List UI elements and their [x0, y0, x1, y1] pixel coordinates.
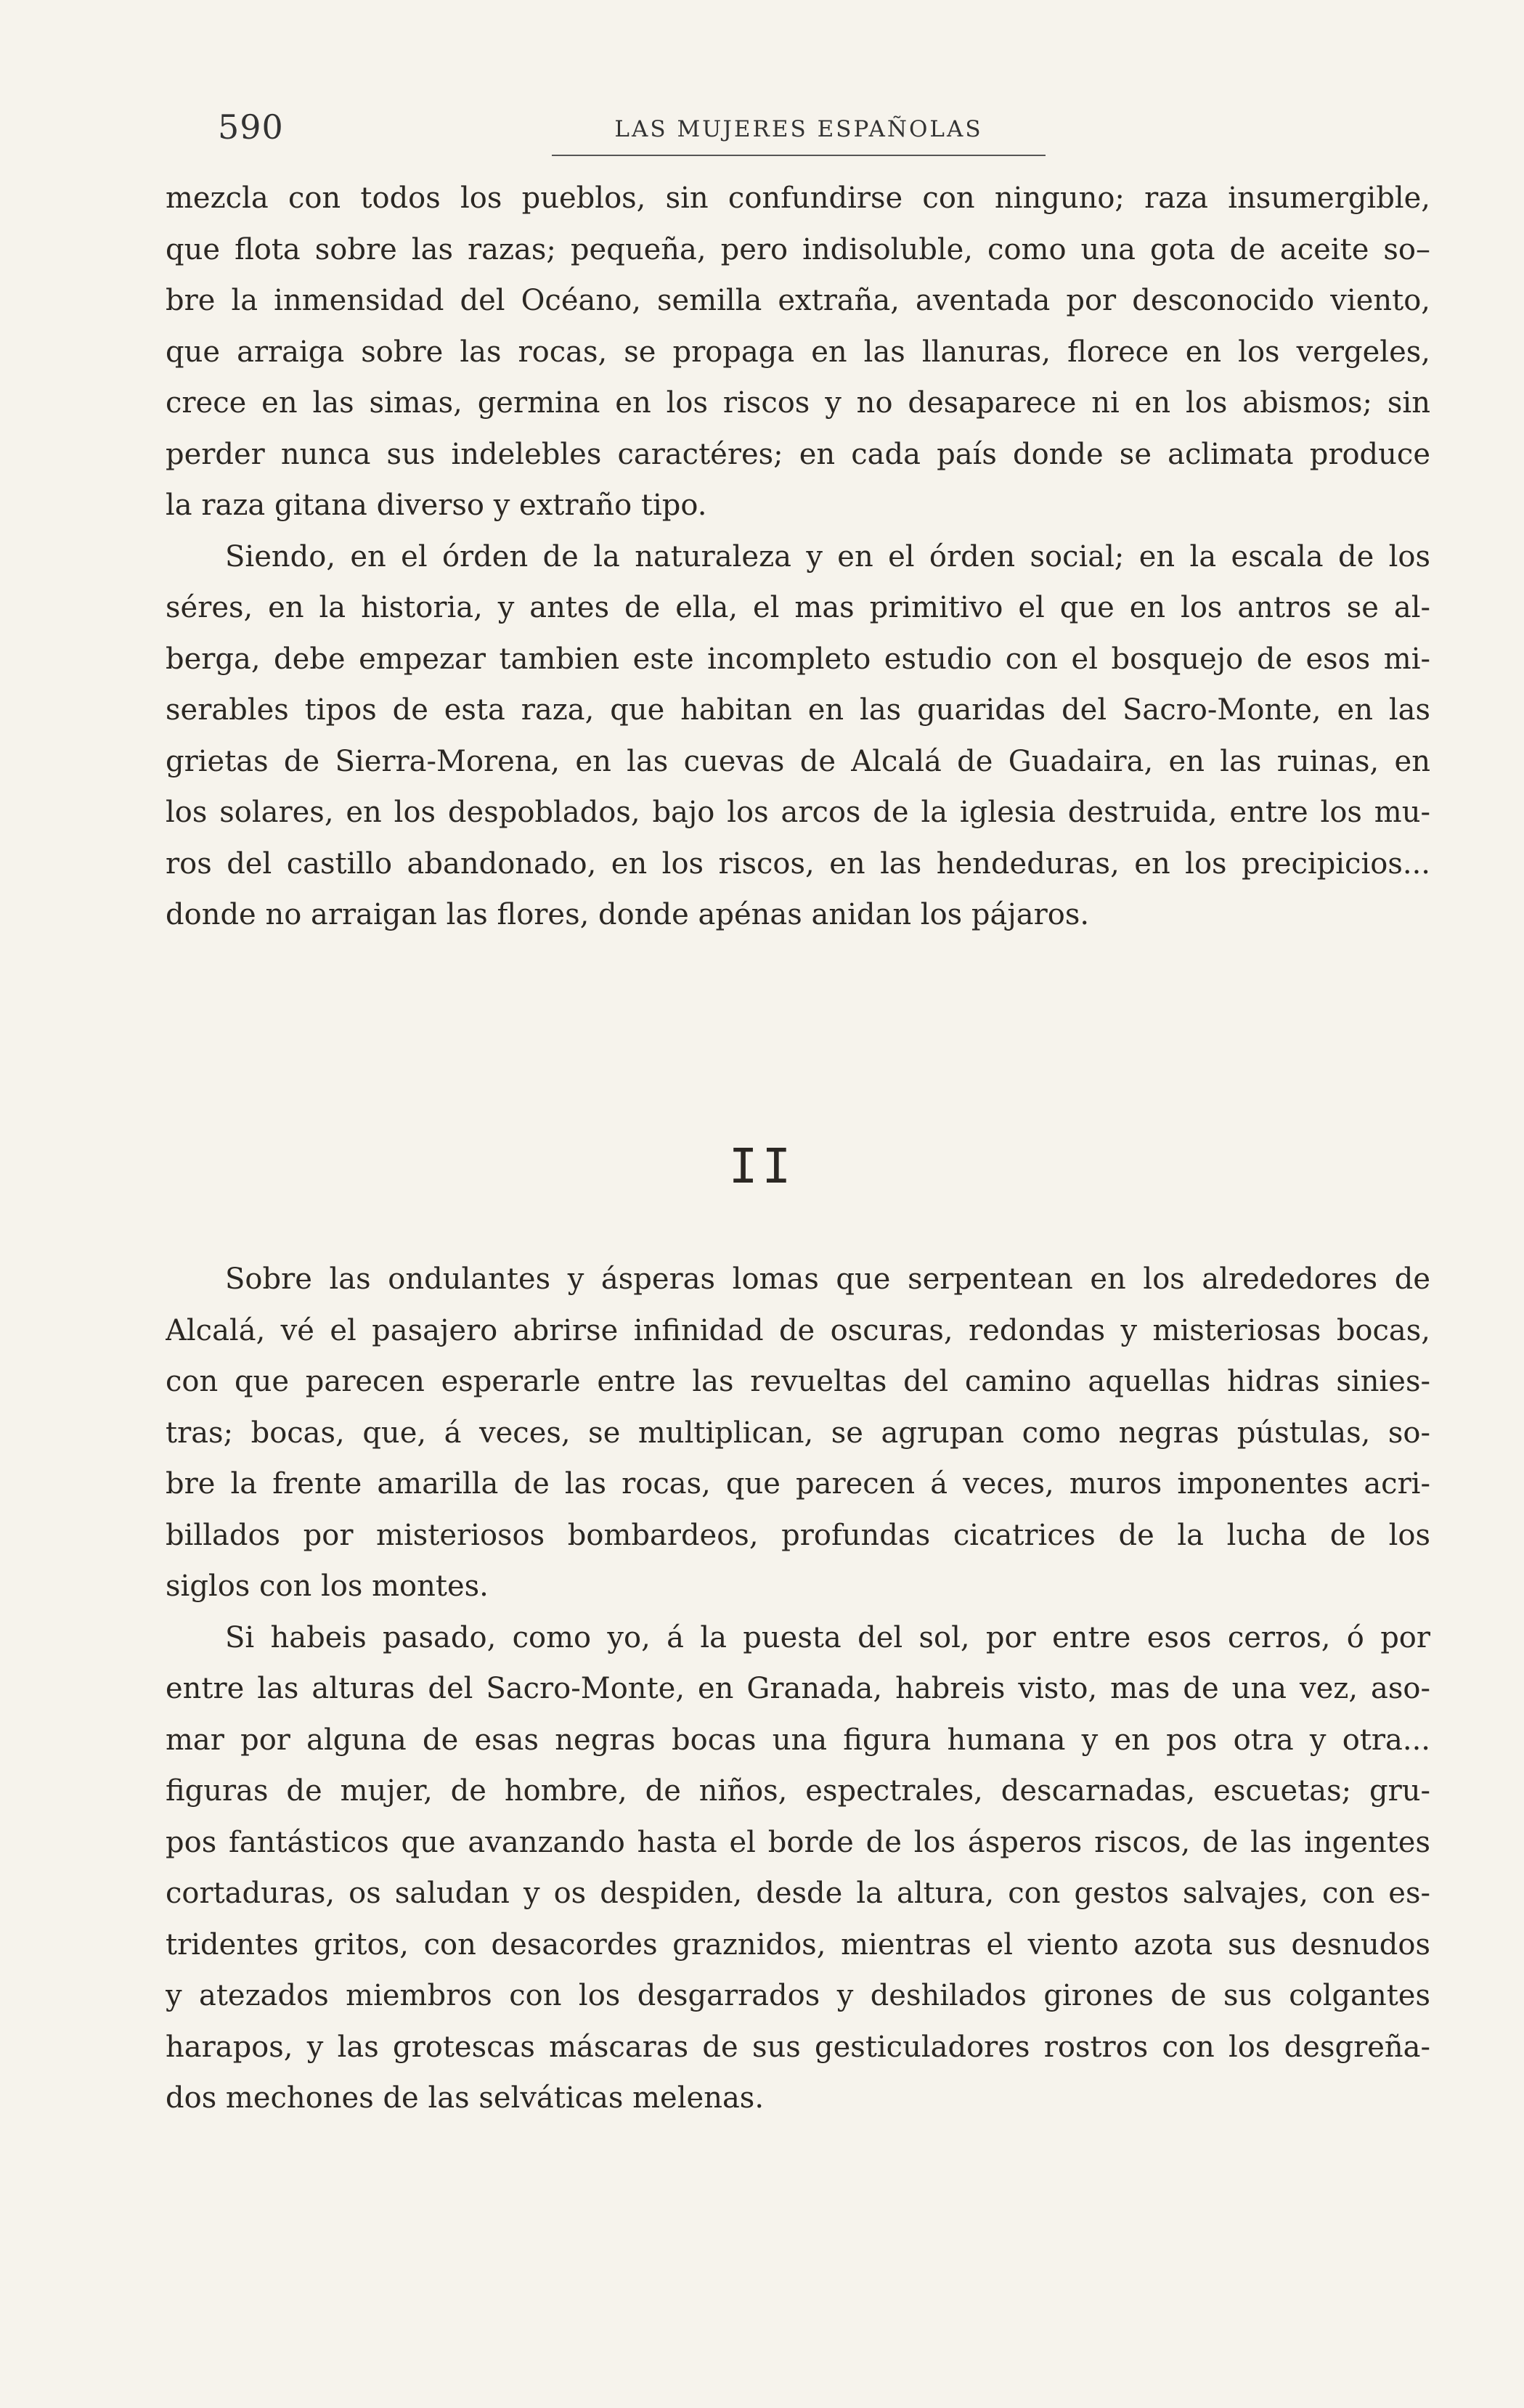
text-line: que flota sobre las razas; pequeña, pero indisoluble, como una gota de aceite so–	[166, 232, 1430, 266]
text-line: mar por alguna de esas negras bocas una figura humana y en pos otra y otra...	[166, 1723, 1430, 1757]
text-line: Alcalá, vé el pasajero abrirse infinidad de oscuras, redondas y misteriosas bocas,	[166, 1313, 1430, 1347]
text-line: cortaduras, os saludan y os despiden, desde la altura, con gestos salvajes, con es-	[166, 1877, 1430, 1910]
text-block-before-section	[166, 173, 1430, 941]
paragraph	[166, 1612, 1430, 2124]
text-line: la raza gitana diverso y extraño tipo.	[166, 489, 707, 522]
text-line: perder nunca sus indelebles caractéres; en cada país donde se aclimata produce	[166, 437, 1430, 471]
text-line: mezcla con todos los pueblos, sin confundirse con ninguno; raza insumergible,	[166, 181, 1430, 215]
page-number: 590	[218, 107, 284, 147]
paragraph	[166, 1254, 1430, 1612]
text-line: entre las alturas del Sacro-Monte, en Granada, habreis visto, mas de una vez, aso-	[166, 1672, 1430, 1705]
text-line: donde no arraigan las flores, donde apénas anidan los pájaros.	[166, 898, 1090, 931]
paragraph	[166, 531, 1430, 941]
text-line: los solares, en los despoblados, bajo los arcos de la iglesia destruida, entre los mu-	[166, 796, 1430, 829]
running-title: LAS MUJERES ESPAÑOLAS	[614, 116, 983, 142]
text-line: tras; bocas, que, á veces, se multiplican, se agrupan como negras pústulas, so-	[166, 1416, 1430, 1450]
text-line: bre la inmensidad del Océano, semilla extraña, aventada por desconocido viento,	[166, 284, 1430, 317]
section-heading: II	[728, 1138, 796, 1194]
text-line: crece en las simas, germina en los riscos y no desaparece ni en los abismos; sin	[166, 386, 1430, 420]
header-rule	[552, 155, 1046, 156]
text-line: siglos con los montes.	[166, 1570, 489, 1603]
text-line: figuras de mujer, de hombre, de niños, espectrales, descarnadas, escuetas; gru-	[166, 1774, 1430, 1808]
text-line: billados por misteriosos bombardeos, profundas cicatrices de la lucha de los	[166, 1518, 1430, 1552]
text-line: Si habeis pasado, como yo, á la puesta del sol, por entre esos cerros, ó por	[225, 1620, 1430, 1654]
text-line: grietas de Sierra-Morena, en las cuevas de Alcalá de Guadaira, en las ruinas, en	[166, 744, 1430, 778]
text-line: y atezados miembros con los desgarrados y deshilados girones de sus colgantes	[166, 1979, 1430, 2012]
text-line: Sobre las ondulantes y ásperas lomas que serpentean en los alrededores de	[225, 1262, 1430, 1296]
text-line: pos fantásticos que avanzando hasta el borde de los ásperos riscos, de las ingentes	[166, 1825, 1430, 1859]
text-line: serables tipos de esta raza, que habitan en las guaridas del Sacro-Monte, en las	[166, 693, 1430, 727]
text-line: ros del castillo abandonado, en los riscos, en las hendeduras, en los precipicios...	[166, 846, 1430, 881]
paragraph	[166, 173, 1430, 531]
text-line: harapos, y las grotescas máscaras de sus gesticuladores rostros con los desgreña-	[166, 2030, 1430, 2064]
text-line: bre la frente amarilla de las rocas, que parecen á veces, muros imponentes acri-	[166, 1467, 1430, 1501]
text-line: que arraiga sobre las rocas, se propaga en las llanuras, florece en los vergeles,	[166, 335, 1430, 369]
text-line: dos mechones de las selváticas melenas.	[166, 2081, 765, 2115]
text-line: Siendo, en el órden de la naturaleza y en el órden social; en la escala de los	[225, 539, 1430, 574]
text-line: séres, en la historia, y antes de ella, el mas primitivo el que en los antros se al-	[166, 591, 1430, 624]
text-line: berga, debe empezar tambien este incompleto estudio con el bosquejo de esos mi-	[166, 642, 1430, 676]
text-line: con que parecen esperarle entre las revueltas del camino aquellas hidras sinies-	[166, 1365, 1430, 1398]
text-block-after-section	[166, 1254, 1430, 2124]
text-line: tridentes gritos, con desacordes graznidos, mientras el viento azota sus desnudos	[166, 1927, 1430, 1962]
